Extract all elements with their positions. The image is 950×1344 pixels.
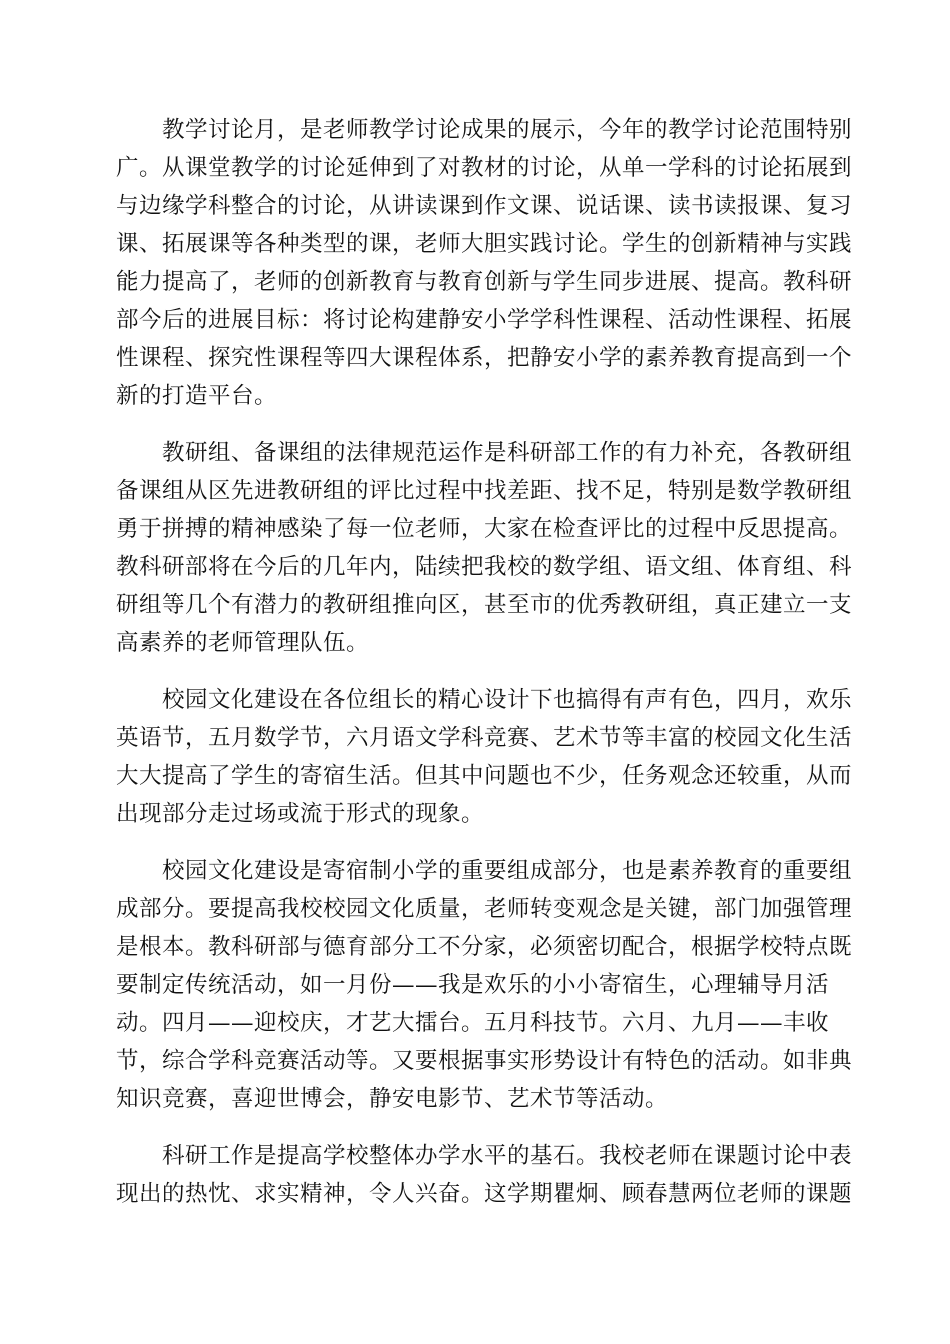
text-line: 是根本。教科研部与德育部分工不分家，必须密切配合，根据学校特点既 [116,934,853,960]
text-line: 节，综合学科竞赛活动等。又要根据事实形势设计有特色的活动。如非典 [116,1048,853,1074]
text-line: 教学讨论月，是老师教学讨论成果的展示，今年的教学讨论范围特别 [116,117,853,143]
text-line: 部今后的进展目标：将讨论构建静安小学学科性课程、活动性课程、拓展 [116,307,853,333]
text-line: 校园文化建设在各位组长的精心设计下也搞得有声有色，四月，欢乐 [116,687,853,713]
text-line: 高素养的老师管理队伍。 [116,630,370,656]
paragraph-campus-culture-events [116,681,853,833]
paragraph-campus-culture-importance [116,852,853,1118]
text-line: 要制定传统活动，如一月份——我是欢乐的小小寄宿生，心理辅导月活 [116,972,830,998]
paragraph-research-work [116,1137,853,1213]
text-line: 课、拓展课等各种类型的课，老师大胆实践讨论。学生的创新精神与实践 [116,231,853,257]
text-line: 动。四月——迎校庆，才艺大擂台。五月科技节。六月、九月——丰收 [116,1010,830,1036]
text-line: 能力提高了，老师的创新教育与教育创新与学生同步进展、提高。教科研 [116,269,853,295]
document-body [116,111,853,1232]
text-line: 广。从课堂教学的讨论延伸到了对教材的讨论，从单一学科的讨论拓展到 [116,155,853,181]
text-line: 出现部分走过场或流于形式的现象。 [116,801,485,827]
paragraph-research-groups [116,434,853,662]
text-line: 英语节，五月数学节，六月语文学科竞赛、艺术节等丰富的校园文化生活 [116,725,853,751]
text-line: 新的打造平台。 [116,383,278,409]
text-line: 现出的热忱、求实精神，令人兴奋。这学期瞿炯、顾春慧两位老师的课题 [116,1181,853,1207]
text-line: 研组等几个有潜力的教研组推向区，甚至市的优秀教研组，真正建立一支 [116,592,853,618]
text-line: 大大提高了学生的寄宿生活。但其中问题也不少，任务观念还较重，从而 [116,763,853,789]
text-line: 成部分。要提高我校校园文化质量，老师转变观念是关键，部门加强管理 [116,896,853,922]
text-line: 教研组、备课组的法律规范运作是科研部工作的有力补充，各教研组 [116,440,853,466]
text-line: 与边缘学科整合的讨论，从讲读课到作文课、说话课、读书读报课、复习 [116,193,853,219]
text-line: 校园文化建设是寄宿制小学的重要组成部分，也是素养教育的重要组 [116,858,853,884]
paragraph-teaching-research-month [116,111,853,415]
text-line: 备课组从区先进教研组的评比过程中找差距、找不足，特别是数学教研组 [116,478,853,504]
text-line: 勇于拼搏的精神感染了每一位老师，大家在检查评比的过程中反思提高。 [116,516,853,542]
text-line: 知识竞赛，喜迎世博会，静安电影节、艺术节等活动。 [116,1086,669,1112]
text-line: 教科研部将在今后的几年内，陆续把我校的数学组、语文组、体育组、科 [116,554,853,580]
text-line: 科研工作是提高学校整体办学水平的基石。我校老师在课题讨论中表 [116,1143,853,1169]
text-line: 性课程、探究性课程等四大课程体系，把静安小学的素养教育提高到一个 [116,345,853,371]
